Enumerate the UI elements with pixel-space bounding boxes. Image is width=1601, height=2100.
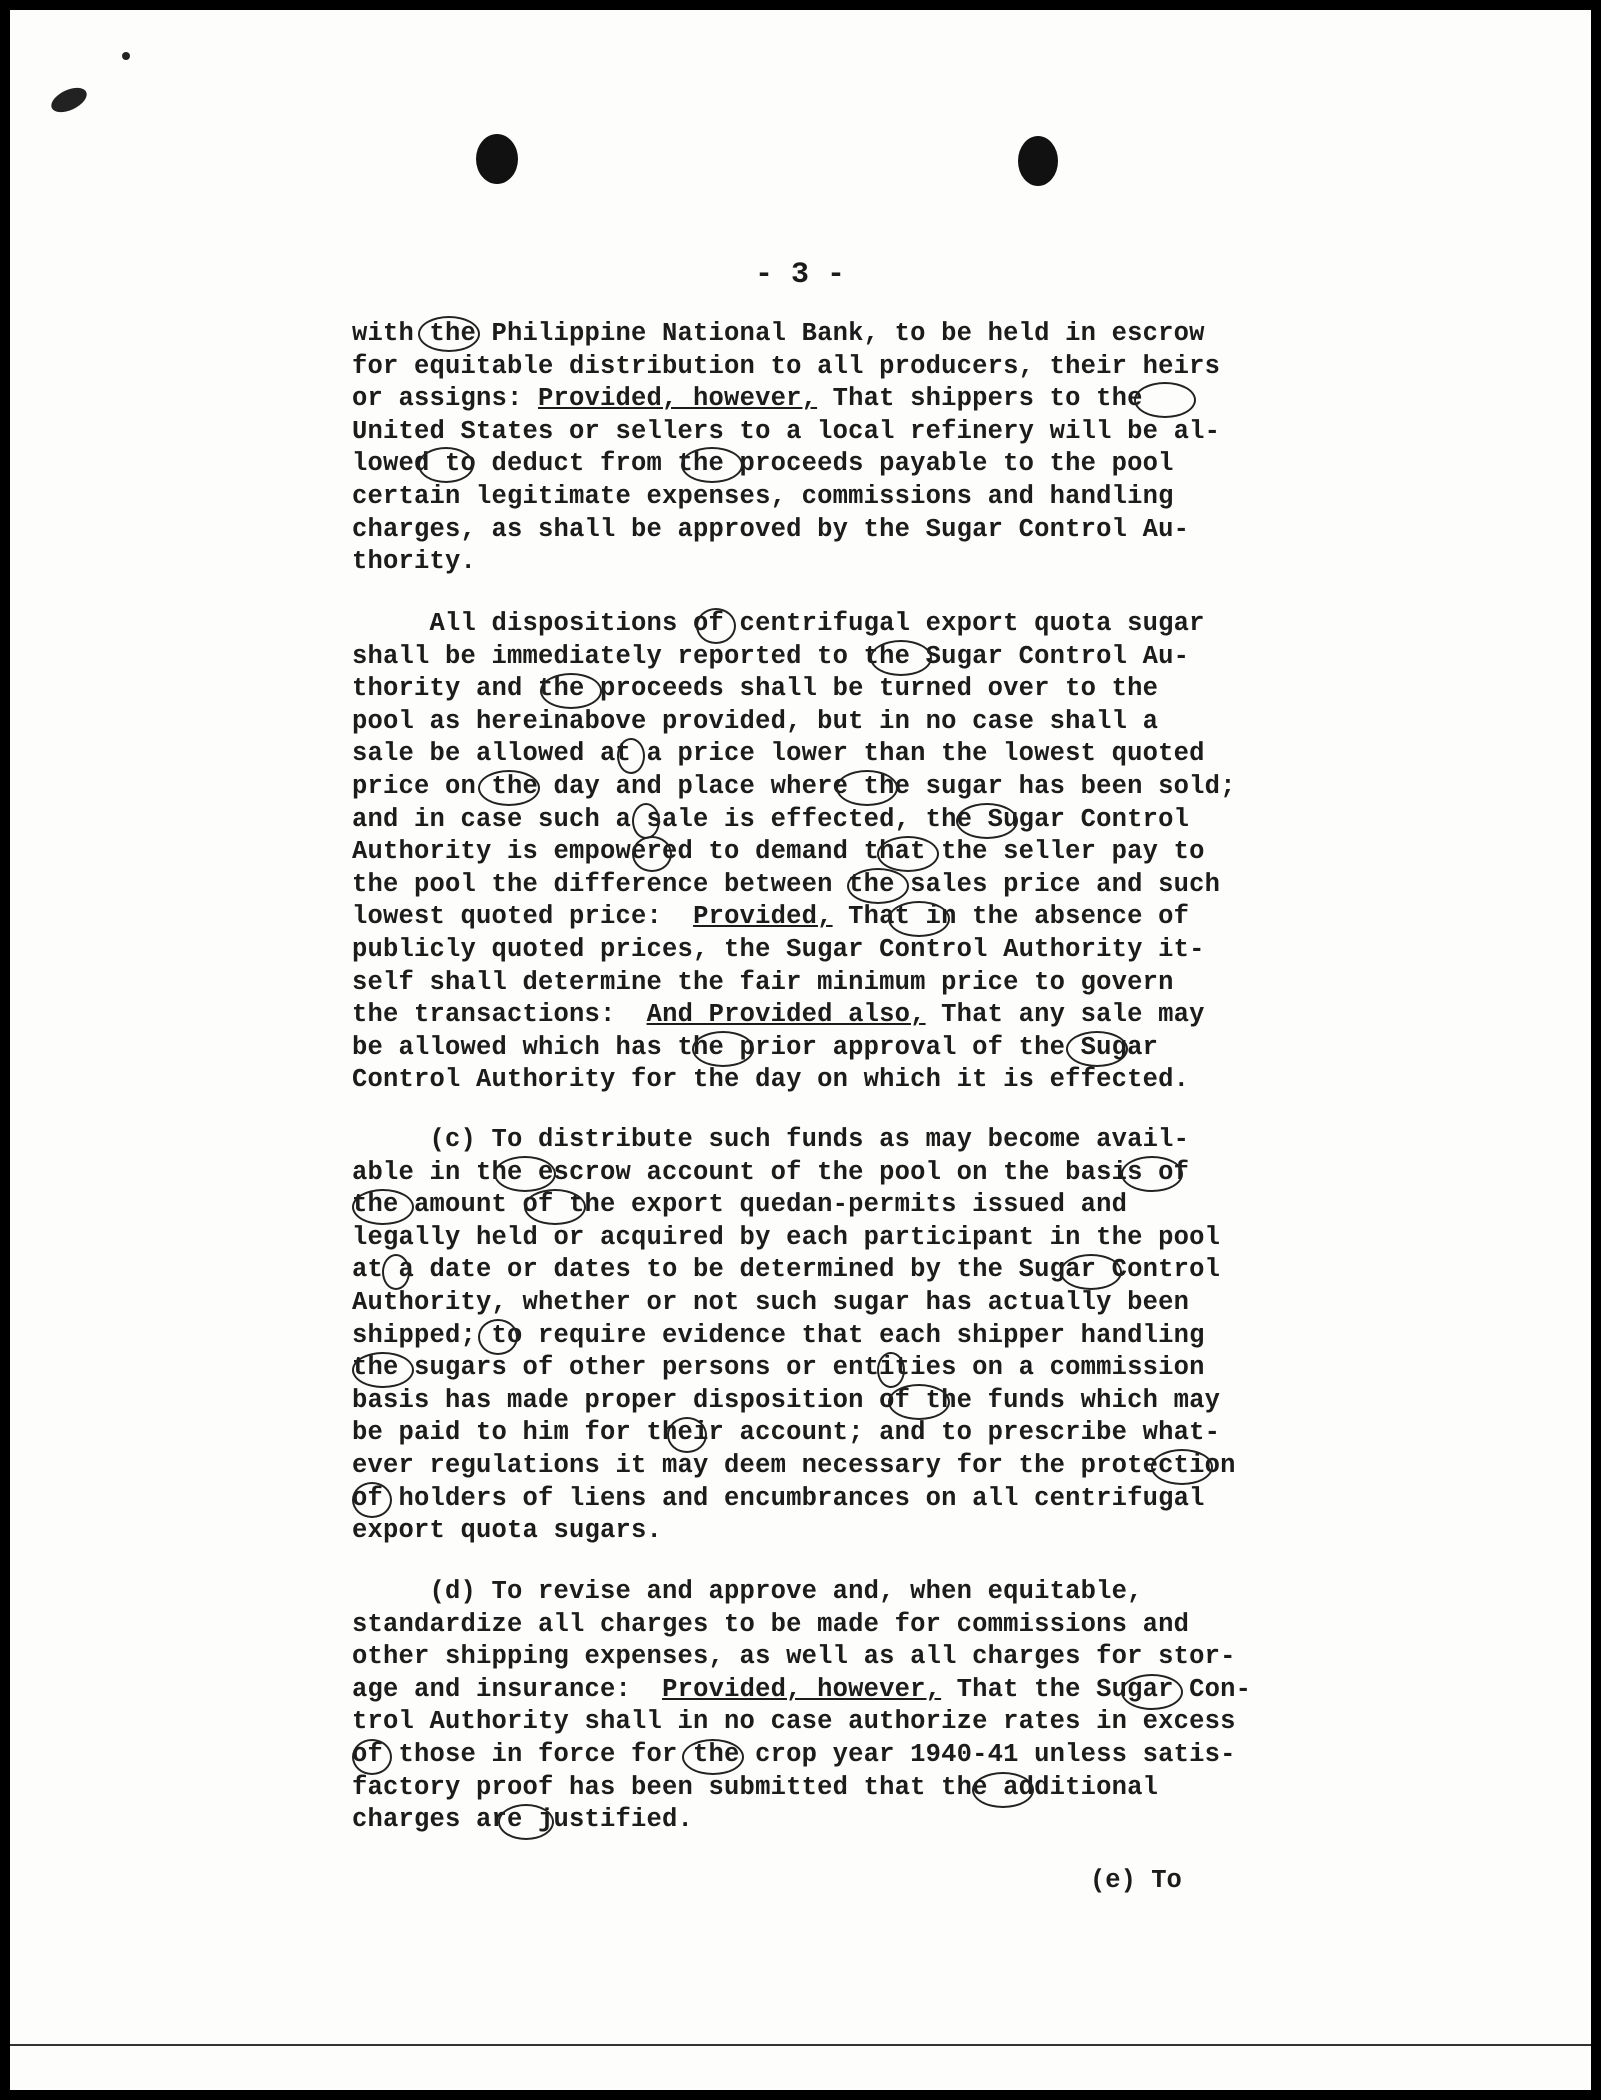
- handwritten-circle-mark: [1066, 1031, 1128, 1067]
- text-line: charges, as shall be approved by the Sugar Control Au-: [352, 514, 1190, 544]
- punch-hole-left: [476, 134, 518, 184]
- handwritten-circle-mark: [1121, 1156, 1183, 1192]
- text-line-part: age and insurance:: [352, 1674, 663, 1704]
- handwritten-circle-mark: [1151, 1449, 1213, 1485]
- text-line: pool as hereinabove provided, but in no case shall a: [352, 706, 1159, 736]
- handwritten-circle-mark: [1121, 1674, 1183, 1710]
- handwritten-circle-mark: [617, 738, 645, 774]
- text-line: factory proof has been submitted that the additional: [352, 1772, 1159, 1802]
- handwritten-circle-mark: [478, 770, 540, 806]
- handwritten-circle-mark: [352, 1482, 392, 1518]
- handwritten-circle-mark: [352, 1352, 414, 1388]
- handwritten-circle-mark: [667, 1417, 707, 1453]
- underlined-proviso: Provided, however,: [538, 384, 818, 414]
- underlined-proviso: Provided,: [693, 902, 833, 932]
- text-line: be paid to him for their account; and to prescribe what-: [352, 1418, 1221, 1448]
- text-line: ever regulations it may deem necessary for the protection: [352, 1450, 1236, 1480]
- text-line: Control Authority for the day on which it is effected.: [352, 1065, 1190, 1095]
- text-line: basis has made proper disposition of the funds which may: [352, 1385, 1221, 1415]
- text-line: the sugars of other persons or entities on a commission: [352, 1353, 1205, 1383]
- handwritten-circle-mark: [498, 1804, 554, 1840]
- text-line: thority.: [352, 547, 477, 577]
- page-number: - 3 -: [755, 258, 846, 292]
- text-line-part: That in the absence of: [832, 902, 1190, 932]
- text-line: (d) To revise and approve and, when equitable,: [352, 1577, 1143, 1606]
- text-line: trol Authority shall in no case authorize rates in excess: [352, 1707, 1236, 1737]
- text-line: of those in force for the crop year 1940-41 unless satis-: [352, 1739, 1236, 1769]
- handwritten-circle-mark: [1134, 382, 1196, 418]
- handwritten-circle-mark: [418, 447, 474, 483]
- text-line-part: lowest quoted price:: [352, 902, 694, 932]
- text-line: able in the escrow account of the pool on the basis of: [352, 1157, 1190, 1187]
- text-line: All dispositions of centrifugal export quota sugar: [352, 609, 1205, 638]
- text-line: for equitable distribution to all producers, their heirs: [352, 351, 1221, 381]
- handwritten-circle-mark: [632, 803, 660, 839]
- text-line: shipped; to require evidence that each shipper handling: [352, 1320, 1205, 1350]
- text-line: [352, 999, 1332, 1032]
- handwritten-circle-mark: [877, 1352, 905, 1388]
- text-line: legally held or acquired by each participant in the pool: [352, 1222, 1221, 1252]
- text-line: other shipping expenses, as well as all charges for stor-: [352, 1642, 1236, 1672]
- paragraph-escrow: [352, 318, 1332, 579]
- text-line: of holders of liens and encumbrances on all centrifugal: [352, 1483, 1205, 1513]
- handwritten-circle-mark: [494, 1156, 556, 1192]
- handwritten-circle-mark: [1060, 1254, 1122, 1290]
- punch-hole-right: [1018, 136, 1058, 186]
- text-line-part: That any sale may: [925, 1000, 1205, 1030]
- text-line: the amount of the export quedan-permits issued and: [352, 1190, 1128, 1220]
- handwritten-circle-mark: [956, 803, 1018, 839]
- continuation-catchword: (e) To: [1090, 1866, 1182, 1895]
- text-line: and in case such a sale is effected, the Sugar Control: [352, 804, 1190, 834]
- text-line-part: the transactions:: [352, 1000, 647, 1030]
- page-bottom-edge: [10, 2044, 1591, 2046]
- ink-speck: [122, 52, 130, 60]
- text-line: at a date or dates to be determined by the Sugar Control: [352, 1255, 1221, 1285]
- underlined-proviso: Provided, however,: [662, 1674, 942, 1704]
- text-line: price on the day and place where the sugar has been sold;: [352, 771, 1236, 801]
- handwritten-circle-mark: [632, 836, 672, 872]
- text-line: the pool the difference between the sales price and such: [352, 869, 1221, 899]
- handwritten-circle-mark: [836, 770, 898, 806]
- text-line: shall be immediately reported to the Sugar Control Au-: [352, 641, 1190, 671]
- handwritten-circle-mark: [478, 1319, 518, 1355]
- text-line: standardize all charges to be made for commissions and: [352, 1609, 1190, 1639]
- text-line: thority and the proceeds shall be turned over to the: [352, 674, 1159, 704]
- handwritten-circle-mark: [524, 1189, 586, 1225]
- handwritten-circle-mark: [888, 901, 950, 937]
- text-line-part: or assigns:: [352, 384, 539, 414]
- text-line: publicly quoted prices, the Sugar Control Authority it-: [352, 934, 1205, 964]
- text-line: [352, 1674, 1332, 1707]
- paragraph-dispositions: [352, 608, 1332, 1097]
- underlined-proviso: And Provided also,: [646, 1000, 926, 1030]
- handwritten-circle-mark: [681, 447, 743, 483]
- text-line: Authority is empowered to demand that the seller pay to: [352, 837, 1205, 867]
- text-line-part: That shippers to the: [817, 384, 1143, 414]
- text-line: with the Philippine National Bank, to be held in escrow: [352, 319, 1205, 348]
- text-line: be allowed which has the prior approval of the Sugar: [352, 1032, 1159, 1062]
- text-line: United States or sellers to a local refinery will be al-: [352, 416, 1221, 446]
- handwritten-circle-mark: [870, 640, 932, 676]
- handwritten-circle-mark: [692, 1031, 754, 1067]
- text-line: charges are justified.: [352, 1805, 694, 1835]
- text-line: sale be allowed at a price lower than the lowest quoted: [352, 739, 1205, 769]
- handwritten-circle-mark: [888, 1384, 950, 1420]
- handwritten-circle-mark: [540, 673, 602, 709]
- handwritten-circle-mark: [696, 608, 736, 644]
- text-line: export quota sugars.: [352, 1516, 663, 1546]
- text-line: (c) To distribute such funds as may become avail-: [352, 1125, 1190, 1154]
- ink-speck: [48, 83, 91, 117]
- document-page: [10, 10, 1591, 2090]
- text-line: [352, 901, 1332, 934]
- text-line: lowed to deduct from the proceeds payable to the pool: [352, 449, 1174, 479]
- handwritten-circle-mark: [847, 868, 909, 904]
- text-line: self shall determine the fair minimum price to govern: [352, 967, 1174, 997]
- handwritten-circle-mark: [352, 1739, 392, 1775]
- paragraph-d-revise: [352, 1576, 1332, 1837]
- handwritten-circle-mark: [972, 1772, 1034, 1808]
- handwritten-circle-mark: [682, 1739, 744, 1775]
- handwritten-circle-mark: [877, 836, 939, 872]
- handwritten-circle-mark: [382, 1254, 410, 1290]
- text-line-part: That the Sugar Con-: [941, 1674, 1252, 1704]
- text-line: certain legitimate expenses, commissions and handling: [352, 481, 1174, 511]
- handwritten-circle-mark: [352, 1189, 414, 1225]
- handwritten-circle-mark: [418, 316, 480, 352]
- text-line: Authority, whether or not such sugar has actually been: [352, 1287, 1190, 1317]
